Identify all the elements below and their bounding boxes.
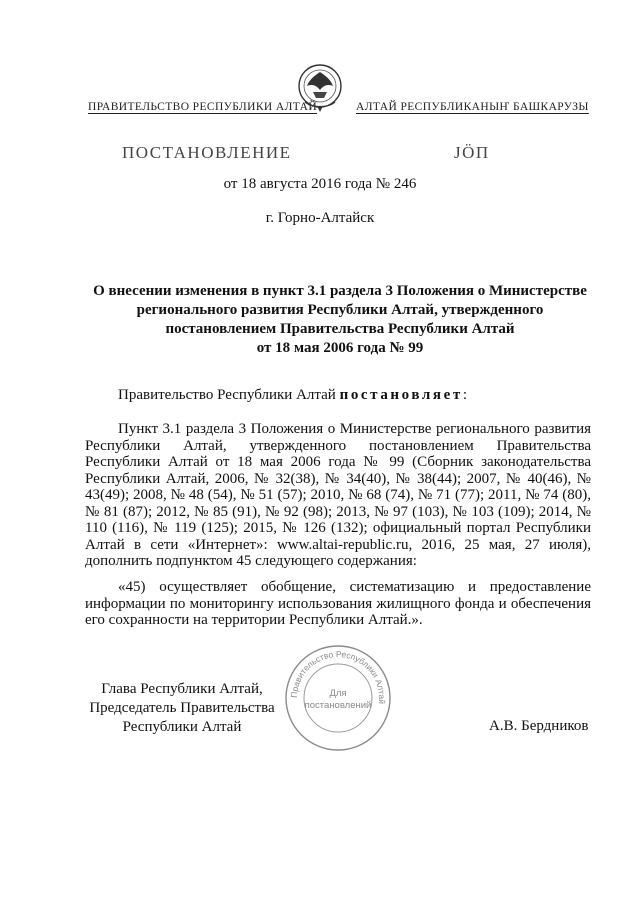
stamp-outer-text: Правительство Республики Алтай	[288, 648, 388, 705]
doc-type-altai: ЈÖП	[454, 143, 490, 162]
doc-type-ru: ПОСТАНОВЛЕНИЕ	[122, 143, 292, 162]
document-title	[70, 282, 610, 358]
signatory-name: А.В. Бердников	[489, 718, 589, 734]
position-line: Глава Республики Алтай,	[101, 681, 263, 697]
document-city: г. Горно-Алтайск	[265, 210, 375, 226]
title-line: О внесении изменения в пункт 3.1 раздела 3 Положения о Министерстве	[93, 283, 587, 299]
decree-subject: Правительство Республики Алтай	[118, 387, 336, 403]
paragraph-amendment: Пункт 3.1 раздела 3 Положения о Министерстве регионального развития Республики Алтай, утвержденного постановлением Правительства Республики Алтай от 18 мая 2006 года № 99 (Сборник законодательства Республики Алтай, 2006, № 32(38), № 34(40), № 38(44); 2007, № 40(46), № 43(49); 2008, № 48 (54), № 51 (57); 2010, № 68 (74), № 71 (77); 2011, № 74 (80), № 81 (87); 2012, № 85 (91), № 92 (98); 2013, № 97 (103), № 103 (109); 2014, № 110 (116), № 119 (125); 2015, № 126 (132); официальный портал Республики Алтай в сети «Интернет»: www.altai-republic.ru, 2016, 25 мая, 27 июля), дополнить подпунктом 45 следующего содержания:	[85, 421, 591, 569]
signatory-position	[87, 680, 277, 737]
decree-statement	[118, 387, 467, 404]
position-line: Республики Алтай	[122, 719, 242, 735]
stamp-inner-text-2: постановлений	[304, 700, 372, 711]
paragraph-new-subitem: «45) осуществляет обобщение, систематизацию и предоставление информации по мониторингу использования жилищного фонда и обеспечения его сохранности на территории Республики Алтай.».	[85, 579, 591, 628]
title-line: от 18 мая 2006 года № 99	[256, 340, 424, 356]
round-stamp	[283, 643, 393, 753]
title-line: постановлением Правительства Республики Алтай	[165, 321, 515, 337]
stamp-inner-text-1: Для	[329, 688, 347, 699]
header-org-ru: ПРАВИТЕЛЬСТВО РЕСПУБЛИКИ АЛТАЙ	[88, 101, 318, 113]
decree-colon: :	[462, 387, 468, 403]
document-date-number: от 18 августа 2016 года № 246	[223, 176, 417, 192]
position-line: Председатель Правительства	[89, 700, 275, 716]
decree-verb: постановляет	[339, 387, 463, 403]
header-org-altai: АЛТАЙ РЕСПУБЛИКАНЫҤ БАШКАРУЗЫ	[356, 101, 589, 113]
title-line: регионального развития Республики Алтай, утвержденного	[136, 302, 544, 318]
